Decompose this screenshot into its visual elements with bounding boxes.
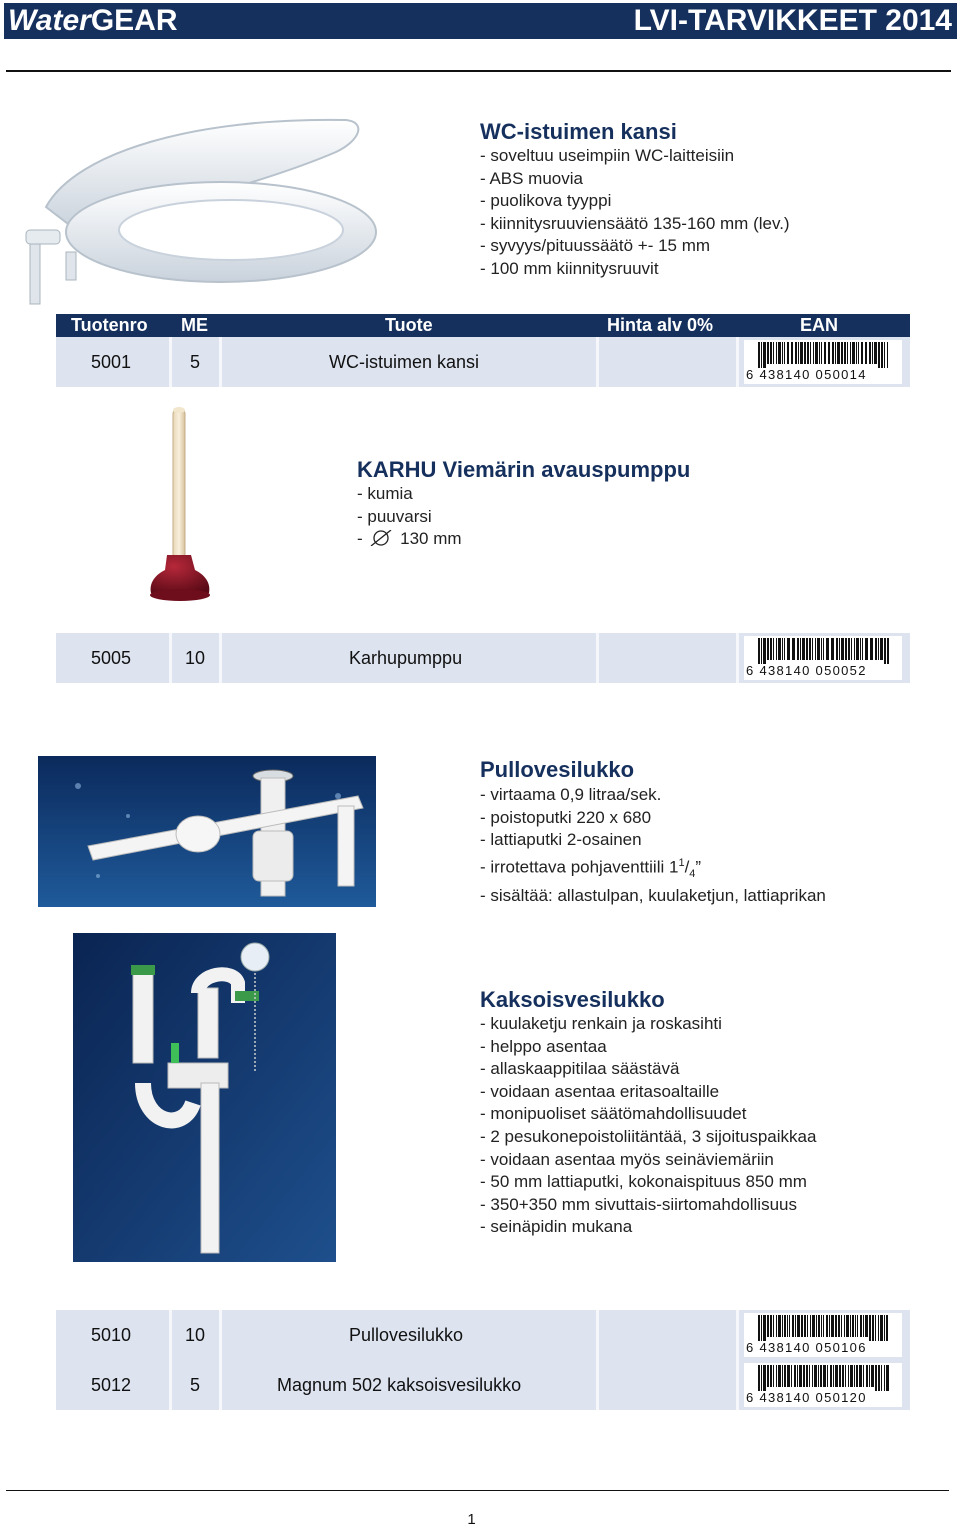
barcode-bar (852, 1315, 854, 1337)
col-me: ME (181, 315, 208, 335)
barcode-bar (831, 638, 834, 660)
feature-line: - 350+350 mm sivuttais-siirtomahdollisuus (480, 1194, 797, 1214)
barcode-bar (804, 342, 806, 364)
diameter-prefix: - (357, 529, 363, 549)
barcode-bar (770, 1365, 772, 1387)
barcode-bar (761, 1315, 762, 1341)
barcode-bar (835, 1315, 837, 1337)
barcode-bar (758, 1365, 760, 1391)
barcode-bar (778, 1315, 781, 1337)
barcode-bar (767, 638, 769, 660)
barcode-bar (809, 638, 811, 660)
feature-line: - helppo asentaa (480, 1036, 607, 1056)
barcode-bar (858, 342, 859, 364)
col-ean: EAN (800, 315, 839, 335)
product-name: Pullovesilukko (349, 1325, 464, 1345)
product-number: 5001 (91, 352, 132, 372)
double-trap-image (73, 933, 336, 1262)
fraction-denominator: 4 (689, 867, 696, 880)
barcode-bar (851, 638, 852, 660)
feature-line: - 50 mm lattiaputki, kokonaispituus 850 mm (480, 1172, 807, 1192)
wc-seat-features (480, 145, 790, 281)
barcode-bar (838, 1315, 840, 1337)
barcode-bars (758, 342, 892, 368)
ean-barcode (744, 1313, 902, 1357)
ean-lead-digit: 6 (746, 663, 755, 678)
barcode-bar (855, 1315, 856, 1337)
ean-digits: 438140 050120 (759, 1390, 867, 1405)
barcode-bar (791, 342, 793, 364)
barcode-bar (776, 1315, 777, 1337)
valve-line-text: - irrotettava pohjaventtiili 1 (480, 857, 679, 877)
barcode-bar (871, 1365, 874, 1387)
barcode-bar (856, 638, 859, 660)
barcode-bar (763, 342, 766, 368)
barcode-bar (763, 1315, 766, 1341)
barcode-bar (826, 1315, 828, 1337)
feature-line: - kumia (357, 484, 413, 503)
ean-digits: 438140 050014 (759, 367, 867, 382)
bottle-trap-title: Pullovesilukko (480, 757, 635, 782)
barcode-bar (798, 342, 799, 364)
col-hinta: Hinta alv 0% (607, 315, 714, 335)
barcode-bar (804, 1315, 806, 1337)
barcode-bar (823, 1315, 824, 1337)
barcode-bar (878, 342, 880, 368)
barcode-bar (880, 638, 883, 660)
barcode-bar (848, 1365, 849, 1387)
feature-line: - seinäpidin mukana (480, 1217, 633, 1237)
barcode-bar (776, 1365, 777, 1387)
brand-part-water: Water (8, 4, 91, 37)
ean-digits: 438140 050106 (759, 1340, 867, 1355)
barcode-bar (863, 1365, 864, 1387)
barcode-bar (861, 342, 863, 364)
ean-lead-digit: 6 (746, 367, 755, 382)
barcode-bar (791, 1365, 792, 1387)
barcode-bar (810, 1315, 811, 1337)
barcode-bar (869, 1315, 871, 1341)
brand-logo (8, 3, 178, 39)
barcode-bar (832, 342, 834, 364)
barcode-bar (887, 342, 888, 368)
barcode-bar (845, 638, 847, 660)
barcode-bar (824, 342, 826, 364)
barcode-bar (787, 342, 789, 364)
col-tuotenro: Tuotenro (71, 315, 148, 335)
barcode-bar (812, 1315, 815, 1337)
unit-quantity: 10 (185, 648, 206, 668)
barcode-bar (872, 1315, 874, 1341)
barcode-bar (789, 1315, 790, 1337)
barcode-bar (761, 638, 762, 664)
barcode-bar (795, 342, 797, 364)
barcode-bar (835, 342, 836, 364)
barcode-bar (878, 638, 879, 660)
barcode-bar (784, 638, 785, 660)
feature-line: - irrotettava pohjaventtiili $1^1/_4$” (480, 856, 702, 880)
barcode-bar (778, 1365, 781, 1387)
barcode-bar (797, 1315, 800, 1337)
barcode-bar (818, 1365, 819, 1387)
barcode-bar (878, 1315, 879, 1341)
unit-quantity: 5 (190, 1375, 201, 1395)
barcode-bar (841, 1315, 842, 1337)
bottle-trap-features (480, 784, 826, 908)
barcode-bar (830, 1365, 832, 1387)
product-name: Karhupumppu (349, 648, 463, 668)
barcode-bar (831, 1315, 834, 1337)
barcode-bar (787, 1365, 790, 1387)
barcode-bar (761, 1365, 762, 1391)
barcode-bar (839, 1365, 841, 1387)
barcode-bar (773, 1315, 774, 1337)
barcode-bar (844, 1315, 845, 1337)
table-row (56, 633, 910, 683)
barcode-bar (816, 1315, 817, 1337)
barcode-bar (817, 638, 820, 660)
barcode-bar (815, 342, 818, 364)
barcode-bar (782, 638, 783, 660)
barcode-bar (758, 1315, 760, 1341)
barcode-bar (862, 638, 863, 660)
plunger-features (357, 483, 462, 551)
barcode-bar (800, 342, 803, 364)
barcode-bar (826, 638, 829, 660)
feature-line: - lattiaputki 2-osainen (480, 830, 642, 850)
diameter-icon (370, 530, 392, 546)
barcode-bar (884, 638, 886, 664)
barcode-bars (758, 1365, 892, 1391)
unit-quantity: 10 (185, 1325, 206, 1345)
barcode-bar (773, 1365, 774, 1387)
feature-line: - virtaama 0,9 litraa/sek. (480, 785, 662, 804)
barcode-bar (886, 1315, 888, 1341)
feature-line: - kuulaketju renkain ja roskasihti (480, 1014, 722, 1033)
barcode-bars (758, 638, 892, 664)
barcode-bar (823, 638, 824, 660)
ean-barcode (744, 636, 902, 680)
barcode-bar (784, 342, 785, 364)
product-number: 5010 (91, 1325, 132, 1345)
wc-seat-image (16, 112, 378, 316)
plunger-title: KARHU Viemärin avauspumppu (357, 457, 691, 482)
feature-line: - voidaan asentaa eritasoaltaille (480, 1081, 720, 1101)
barcode-bar (778, 342, 781, 364)
barcode-bar (841, 342, 843, 364)
feature-line: - 2 pesukonepoistoliitäntää, 3 sijoituspaikkaa (480, 1126, 817, 1146)
feature-line: - puuvarsi (357, 506, 432, 526)
barcode-bar (856, 342, 857, 364)
barcode-bar (784, 1365, 786, 1387)
double-trap-features (480, 1013, 816, 1239)
barcode-bar (846, 1315, 849, 1337)
product-name: WC-istuimen kansi (329, 352, 480, 372)
barcode-bar (829, 1315, 830, 1337)
barcode-bar (887, 638, 889, 664)
barcode-bar (818, 1315, 820, 1337)
barcode-bar (815, 638, 816, 660)
feature-line: - poistoputki 220 x 680 (480, 807, 652, 827)
feature-line (357, 528, 462, 551)
table-row (56, 1360, 910, 1410)
barcode-bar (884, 1315, 885, 1341)
barcode-bar (794, 1365, 796, 1387)
barcode-bar (835, 1365, 838, 1387)
feature-line: - soveltuu useimpiin WC-laitteisiin (480, 146, 735, 165)
diameter-value: 130 mm (400, 529, 462, 549)
catalog-title: LVI-TARVIKKEET 2014 (633, 4, 952, 37)
barcode-bar (828, 342, 830, 364)
barcode-bar (869, 1365, 870, 1387)
barcode-bar (869, 342, 871, 364)
barcode-bar (874, 342, 877, 364)
inch-mark: ” (695, 857, 702, 877)
barcode-bar (821, 1315, 822, 1337)
barcode-bar (865, 1315, 868, 1337)
barcode-bar (784, 1315, 786, 1337)
barcode-bar (841, 638, 844, 660)
barcode-bar (802, 638, 805, 660)
barcode-bar (850, 342, 851, 364)
barcode-bar (833, 1365, 834, 1387)
barcode-bar (812, 1365, 813, 1387)
barcode-bar (880, 1315, 883, 1341)
barcode-bar (823, 1365, 826, 1387)
barcode-bar (792, 638, 795, 660)
barcode-bar (850, 1315, 851, 1337)
barcode-bars (758, 1315, 892, 1341)
feature-line: - syvyys/pituussäätö +- 15 mm (480, 236, 711, 256)
barcode-bar (820, 1365, 822, 1387)
barcode-bar (800, 638, 801, 660)
feature-line: - monipuoliset säätömahdollisuudet (480, 1104, 747, 1124)
barcode-bar (842, 1365, 844, 1387)
table-row (56, 1310, 910, 1360)
barcode-bar (875, 1315, 876, 1341)
barcode-bar (821, 342, 822, 364)
barcode-bar (881, 342, 883, 368)
barcode-bar (870, 638, 873, 660)
col-tuote: Tuote (385, 315, 433, 335)
table-row (56, 337, 910, 387)
barcode-bar (799, 1365, 802, 1387)
barcode-bar (857, 1315, 858, 1337)
barcode-bar (787, 638, 790, 660)
barcode-bar (767, 1315, 769, 1337)
barcode-bar (872, 342, 873, 364)
ean-digits: 438140 050052 (759, 663, 867, 678)
barcode-bar (770, 342, 772, 364)
barcode-bar (860, 1315, 862, 1337)
plunger-image (145, 405, 215, 605)
barcode-bar (856, 1365, 858, 1387)
product-name: Magnum 502 kaksoisvesilukko (277, 1375, 522, 1395)
barcode-bar (878, 1365, 880, 1391)
barcode-bar (806, 638, 808, 660)
ean-lead-digit: 6 (746, 1340, 755, 1355)
barcode-bar (821, 638, 822, 660)
barcode-bar (844, 342, 846, 364)
product-number: 5005 (91, 648, 132, 668)
barcode-bar (859, 1365, 862, 1387)
barcode-bar (866, 1365, 868, 1387)
barcode-bar (792, 1315, 794, 1337)
barcode-bar (767, 1365, 769, 1387)
barcode-bar (807, 1315, 808, 1337)
barcode-bar (852, 342, 855, 364)
barcode-bar (810, 342, 811, 364)
page-number: 1 (467, 1511, 476, 1528)
fraction-numerator: 1 (678, 856, 685, 869)
barcode-bar (865, 342, 867, 364)
barcode-bar (884, 342, 885, 368)
barcode-bar (758, 638, 760, 664)
barcode-bar (776, 638, 777, 660)
feature-line: - puolikova tyyppi (480, 191, 612, 211)
unit-quantity: 5 (190, 352, 201, 372)
barcode-bar (854, 638, 855, 660)
barcode-bar (806, 1365, 808, 1387)
brand-part-gear: GEAR (90, 4, 178, 37)
barcode-bar (758, 342, 760, 368)
barcode-bar (854, 1365, 855, 1387)
feature-line: - 100 mm kiinnitysruuvit (480, 258, 659, 278)
barcode-bar (827, 1365, 828, 1387)
barcode-bar (875, 1365, 877, 1391)
double-trap-title: Kaksoisvesilukko (480, 987, 665, 1012)
barcode-bar (801, 1315, 803, 1337)
barcode-bar (812, 638, 813, 660)
wc-seat-title: WC-istuimen kansi (480, 119, 677, 144)
header-divider (6, 70, 951, 72)
barcode-bar (809, 1365, 810, 1387)
barcode-bar (773, 342, 774, 364)
barcode-bar (847, 342, 848, 364)
barcode-bar (776, 342, 777, 364)
barcode-bar (795, 1315, 796, 1337)
barcode-bar (836, 638, 838, 660)
barcode-bar (787, 1315, 788, 1337)
barcode-bar (770, 1315, 772, 1337)
barcode-bar (763, 638, 766, 664)
barcode-bar (782, 1315, 783, 1337)
product-number: 5012 (91, 1375, 132, 1395)
barcode-bar (767, 342, 769, 364)
barcode-bar (839, 638, 840, 660)
feature-line: - allaskaappitilaa säästävä (480, 1059, 680, 1079)
barcode-bar (886, 1365, 889, 1391)
barcode-bar (884, 1365, 885, 1391)
feature-line: - ABS muovia (480, 168, 583, 188)
barcode-bar (803, 1365, 805, 1387)
barcode-bar (797, 1365, 798, 1387)
barcode-bar (797, 638, 799, 660)
ean-barcode (744, 340, 902, 384)
barcode-bar (778, 638, 781, 660)
barcode-bar (881, 1365, 882, 1391)
barcode-bar (763, 1365, 766, 1391)
barcode-bar (782, 342, 783, 364)
barcode-bar (848, 638, 850, 660)
barcode-bar (761, 342, 762, 368)
barcode-bar (813, 342, 814, 364)
barcode-bar (807, 342, 809, 364)
barcode-bar (865, 638, 868, 660)
barcode-bar (770, 638, 772, 660)
table-header (56, 314, 910, 337)
barcode-bar (814, 1365, 817, 1387)
barcode-bar (863, 1315, 864, 1337)
feature-line: - kiinnitysruuviensäätö 135-160 mm (lev.) (480, 213, 790, 233)
barcode-bar (860, 638, 861, 660)
ean-lead-digit: 6 (746, 1390, 755, 1405)
barcode-bar (837, 342, 840, 364)
bottle-trap-image (38, 756, 376, 907)
barcode-bar (782, 1365, 783, 1387)
ean-barcode (744, 1363, 902, 1407)
feature-line: - voidaan asentaa myös seinäviemäriin (480, 1149, 774, 1169)
barcode-bar (819, 342, 820, 364)
footer-divider (6, 1490, 949, 1491)
barcode-bar (850, 1365, 853, 1387)
feature-line: - sisältää: allastulpan, kuulaketjun, lattiaprikan (480, 886, 826, 906)
barcode-bar (875, 638, 877, 660)
barcode-bar (773, 638, 774, 660)
barcode-bar (845, 1365, 846, 1387)
